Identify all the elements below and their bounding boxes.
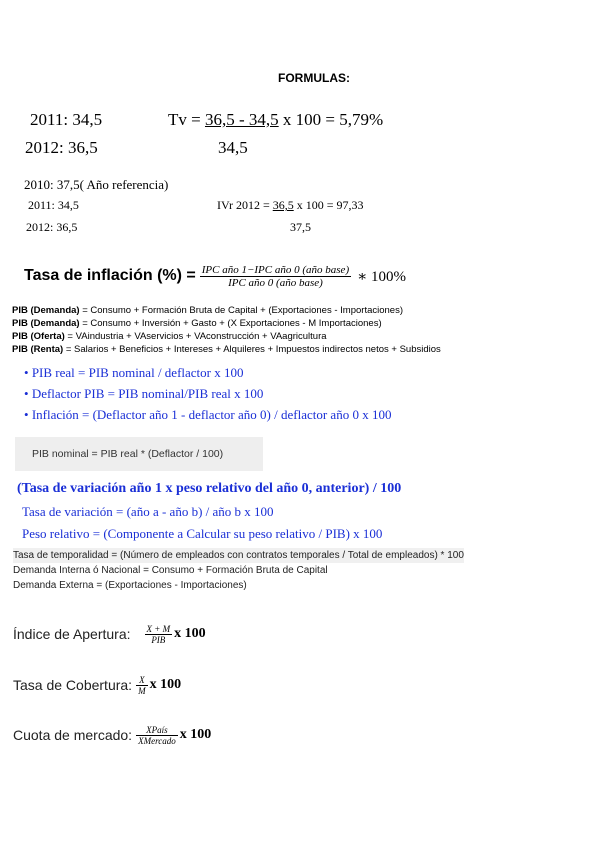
external-demand: Demanda Externa = (Exportaciones - Importaciones)	[13, 580, 247, 591]
tv-numerator: 36,5 - 34,5	[204, 110, 279, 129]
inflation-formula	[24, 258, 406, 294]
ivr-result: x 100 = 97,33	[296, 198, 364, 212]
market-share-label: Cuota de mercado:	[13, 727, 133, 743]
coverage-rate	[13, 667, 181, 703]
tv-denominator: 34,5	[218, 138, 248, 157]
ivr-formula	[217, 198, 364, 213]
ivr-prefix: IVr 2012 =	[217, 198, 270, 212]
year-2012-value: 2012: 36,5	[25, 138, 98, 157]
coverage-label: Tasa de Cobertura:	[13, 677, 133, 693]
openness-fraction: $\frac{X + M}{\text{PIB}}$	[146, 623, 171, 645]
page-title: FORMULAS:	[278, 71, 350, 85]
reference-year: 2010: 37,5( Año referencia)	[24, 177, 169, 192]
internal-demand: Demanda Interna ó Nacional = Consumo + Formación Bruta de Capital	[13, 565, 328, 576]
market-share-fraction: $\frac{\text{XPaís}}{\text{XMercado}}$	[138, 724, 176, 746]
tv-result: x 100 = 5,79%	[282, 110, 384, 129]
plain-formulas	[13, 548, 464, 593]
inflation-denominator: IPC año 0 (año base)	[228, 276, 323, 289]
ivr-denominator: 37,5	[290, 220, 311, 234]
tv-prefix: Tv =	[168, 110, 201, 129]
bullet-item: • Inflación = (Deflactor año 1 - deflactor año 0) / deflactor año 0 x 100	[24, 407, 392, 422]
year-2011-value: 2011: 34,5	[30, 110, 103, 129]
market-share	[13, 717, 211, 753]
tv-formula	[168, 110, 383, 130]
bullet-item: • PIB real = PIB nominal / deflactor x 100	[24, 365, 244, 380]
pib-line: PIB (Demanda) = Consumo + Inversión + Gasto + (X Exportaciones - M Importaciones)	[12, 318, 382, 329]
year-2011-value-b: 2011: 34,5	[28, 198, 79, 212]
coverage-tail: x 100	[149, 677, 182, 692]
variation-rate-formula: Tasa de variación = (año a - año b) / año b x 100	[22, 504, 274, 519]
deflator-bullets	[24, 362, 391, 425]
openness-tail: x 100	[174, 626, 206, 641]
inflation-label: Tasa de inflación (%) =	[24, 267, 196, 284]
pib-nominal-formula: PIB nominal = PIB real * (Deflactor / 100)	[32, 448, 224, 460]
market-share-tail: x 100	[179, 727, 212, 742]
temporality-rate: Tasa de temporalidad = (Número de empleados con contratos temporales / Total de empleados) * 100	[13, 550, 464, 561]
variation-weight-formula: (Tasa de variación año 1 x peso relativo del año 0, anterior) / 100	[17, 481, 402, 496]
openness-index	[13, 616, 206, 652]
pib-lines	[12, 304, 441, 356]
ivr-numerator: 36,5	[272, 198, 294, 212]
inflation-numerator: IPC año 1−IPC año 0 (año base)	[201, 263, 350, 276]
coverage-fraction: $\frac{X}{M}$	[138, 674, 146, 696]
inflation-fraction	[200, 264, 351, 289]
inflation-tail: ∗ 100%	[357, 268, 407, 285]
relative-weight-formula: Peso relativo = (Componente a Calcular su peso relativo / PIB) x 100	[22, 526, 383, 541]
pib-line: PIB (Renta) = Salarios + Beneficios + Intereses + Alquileres + Impuestos indirectos netos + Subsidios	[12, 344, 441, 355]
pib-line: PIB (Oferta) = VAindustria + VAservicios + VAconstrucción + VAagricultura	[12, 331, 327, 342]
bullet-item: • Deflactor PIB = PIB nominal/PIB real x 100	[24, 386, 264, 401]
year-2012-value-b: 2012: 36,5	[26, 220, 78, 234]
openness-label: Índice de Apertura:	[13, 626, 131, 642]
pib-line: PIB (Demanda) = Consumo + Formación Bruta de Capital + (Exportaciones - Importaciones)	[12, 305, 403, 316]
